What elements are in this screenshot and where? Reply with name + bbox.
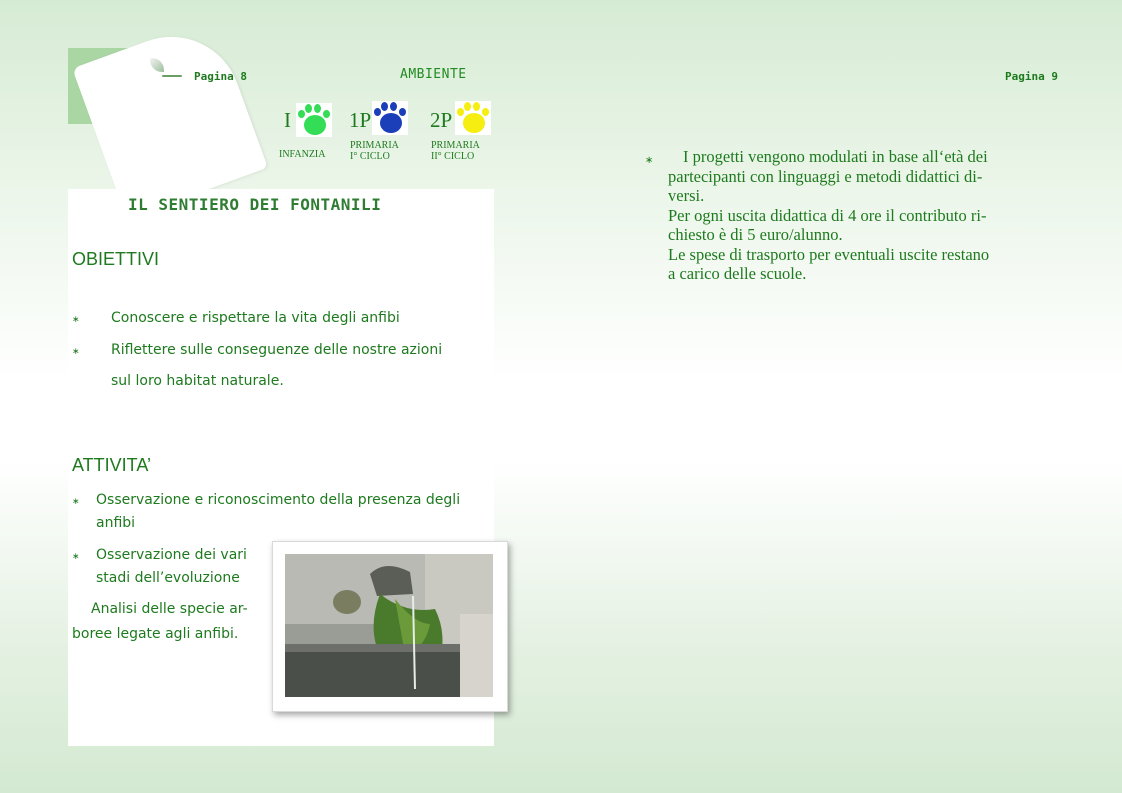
info-line: I progetti vengono modulati in base all‘età dei	[683, 147, 988, 166]
level-label-line1: PRIMARIA	[350, 140, 399, 151]
right-page-info	[668, 147, 1048, 284]
page-number-left: Pagina 8	[194, 70, 247, 83]
fountain-photo-frame	[272, 541, 508, 712]
bullet-icon: ∗	[72, 497, 80, 507]
activity-item: stadi dell’evoluzione	[96, 570, 240, 586]
activity-item: anfibi	[96, 515, 136, 531]
bullet-icon: ∗	[72, 347, 80, 357]
page-number-right: Pagina 9	[1005, 70, 1058, 83]
info-line: chiesto è di 5 euro/alunno.	[668, 225, 843, 244]
info-line: Per ogni uscita didattica di 4 ore il contributo ri-	[668, 205, 987, 225]
activity-extra-line: Analisi delle specie ar-	[91, 601, 248, 617]
level-mark-primaria-1: 1P	[349, 108, 372, 132]
activity-extra-line: boree legate agli anfibi.	[72, 626, 239, 642]
info-line: a carico delle scuole.	[668, 264, 807, 283]
level-mark-infanzia: I	[284, 108, 291, 132]
objective-item: Conoscere e rispettare la vita degli anfibi	[111, 310, 400, 326]
level-label-infanzia: INFANZIA	[279, 149, 326, 160]
activity-item: Osservazione dei vari	[96, 547, 247, 563]
fountain-photo	[285, 554, 493, 697]
leaf-stem-decoration	[162, 75, 182, 77]
section-header: AMBIENTE	[400, 67, 467, 82]
paw-print-icon	[296, 103, 332, 137]
activities-heading: ATTIVITA’	[72, 455, 151, 475]
page-title: IL SENTIERO DEI FONTANILI	[128, 195, 382, 214]
objective-item: Riflettere sulle conseguenze delle nostre azioni	[111, 342, 443, 358]
level-label-primaria-2	[431, 140, 480, 162]
paw-print-icon	[372, 101, 408, 135]
level-label-line2: II° CICLO	[431, 151, 475, 162]
level-label-line1: PRIMARIA	[431, 140, 480, 151]
bullet-icon: ∗	[72, 315, 80, 325]
info-line: partecipanti con linguaggi e metodi didattici di-	[668, 166, 983, 186]
bullet-icon: ∗	[645, 155, 654, 166]
activity-item: Osservazione e riconoscimento della presenza degli	[96, 492, 461, 508]
level-mark-primaria-2: 2P	[430, 108, 453, 132]
info-line: versi.	[668, 186, 705, 205]
level-label-line2: I° CICLO	[350, 151, 390, 162]
bullet-icon: ∗	[72, 552, 80, 562]
objectives-heading: OBIETTIVI	[72, 249, 160, 269]
info-line: Le spese di trasporto per eventuali uscite restano	[668, 244, 990, 264]
paw-print-icon	[455, 101, 491, 135]
objective-item: sul loro habitat naturale.	[111, 373, 284, 389]
level-label-primaria-1	[350, 140, 399, 162]
